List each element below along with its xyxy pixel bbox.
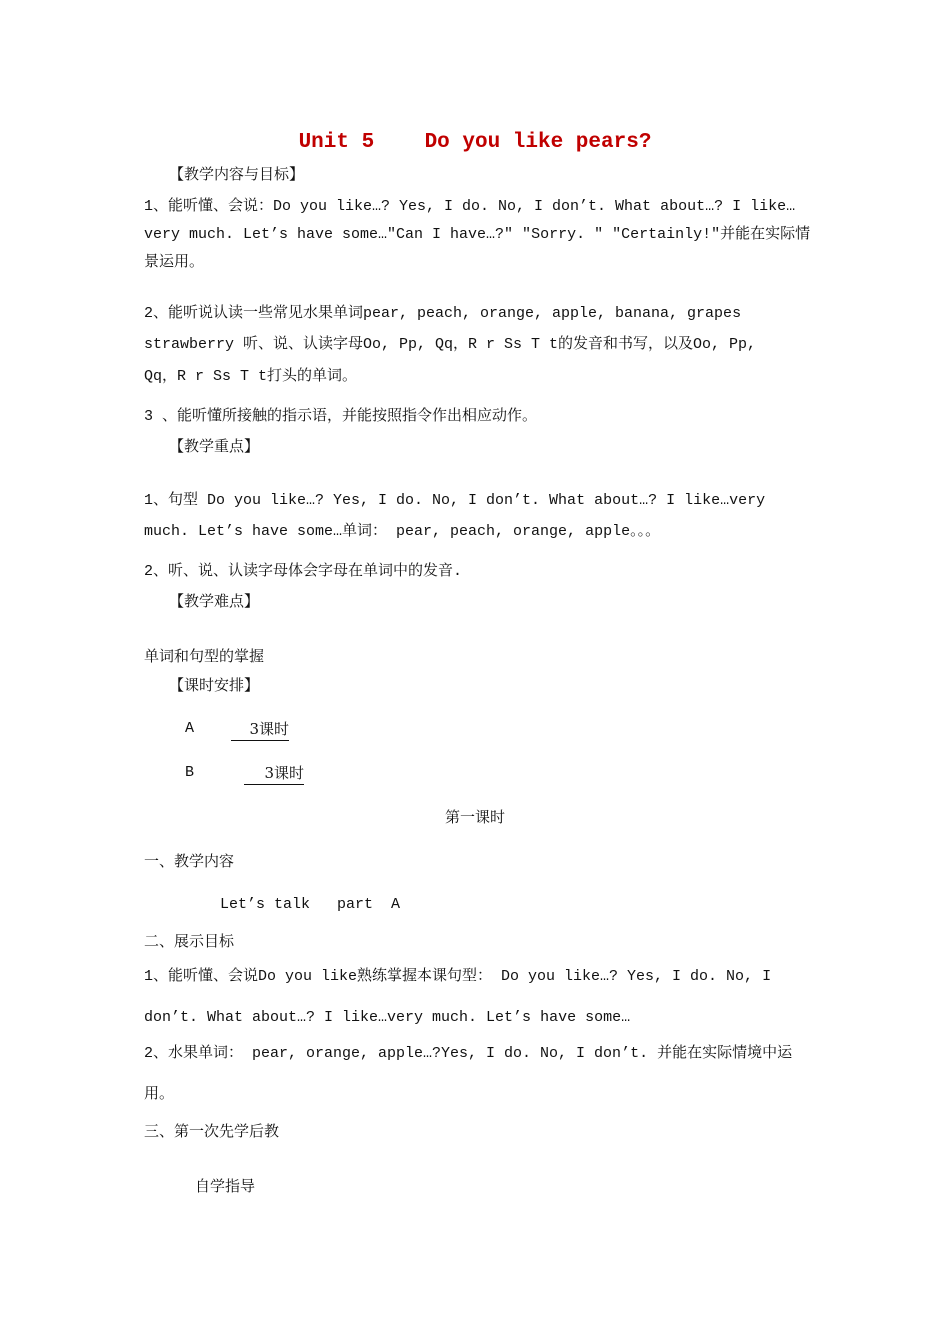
goal-2-line-3: Qq，R r Ss T t打头的单词。 (144, 368, 358, 385)
schedule-label-b: B (185, 764, 195, 781)
schedule-value-b (244, 763, 304, 785)
goal-1-line-3: 景运用。 (144, 254, 205, 271)
lesson-1-heading: 第一课时 (444, 808, 505, 826)
key-points-heading: 【教学重点】 (169, 437, 260, 455)
key-point-2: 2、听、说、认读字母体会字母在单词中的发音. (144, 563, 463, 580)
content-goals-heading: 【教学内容与目标】 (169, 165, 305, 183)
lesson-part-1-heading: 一、教学内容 (144, 852, 235, 870)
key-point-1-line-1: 1、句型 Do you like…? Yes, I do. No, I don’t. What about…? I like…very (144, 492, 766, 509)
difficulty-text: 单词和句型的掌握 (144, 647, 265, 665)
key-point-1-line-2: much. Let’s have some…单词： pear, peach, orange, apple。。。 (144, 523, 661, 540)
lesson-goal-1-line-2: don’t. What about…? I like…very much. Let’s have some… (144, 1009, 631, 1026)
document-title: Unit 5 Do you like pears? (298, 131, 652, 154)
schedule-heading: 【课时安排】 (169, 676, 260, 694)
difficulties-heading: 【教学难点】 (169, 592, 260, 610)
lesson-goal-2-line-1: 2、水果单词： pear, orange, apple…?Yes, I do. No, I don’t. 并能在实际情境中运 (144, 1045, 793, 1062)
goal-2-line-1: 2、能听说认读一些常见水果单词pear, peach, orange, apple, banana, grapes (144, 305, 742, 322)
schedule-label-a: A (185, 720, 195, 737)
goal-1-line-2: very much. Let’s have some…"Can I have…?" "Sorry. " "Certainly!"并能在实际情 (144, 226, 811, 243)
lesson-part-2-heading: 二、展示目标 (144, 932, 235, 950)
lesson-goal-1-line-1: 1、能听懂、会说Do you like熟练掌握本课句型： Do you like…? Yes, I do. No, I (144, 968, 772, 985)
schedule-value-a (231, 719, 289, 741)
goal-2-line-2: strawberry 听、说、认读字母Oo, Pp, Qq，R r Ss T t的发音和书写，以及Oo, Pp, (144, 336, 757, 353)
schedule-value-a-text: 3课时 (231, 719, 289, 741)
goal-3: 3 、能听懂所接触的指示语，并能按照指令作出相应动作。 (144, 408, 538, 425)
goal-1-line-1: 1、能听懂、会说：Do you like…? Yes, I do. No, I don’t. What about…? I like… (144, 198, 796, 215)
lesson-part-3-heading: 三、第一次先学后教 (144, 1122, 280, 1140)
self-study-guide: 自学指导 (195, 1177, 256, 1195)
schedule-value-b-text: 3课时 (244, 763, 304, 785)
lesson-goal-2-line-2: 用。 (144, 1086, 175, 1103)
lesson-part-1-content: Let’s talk part A (220, 896, 401, 913)
